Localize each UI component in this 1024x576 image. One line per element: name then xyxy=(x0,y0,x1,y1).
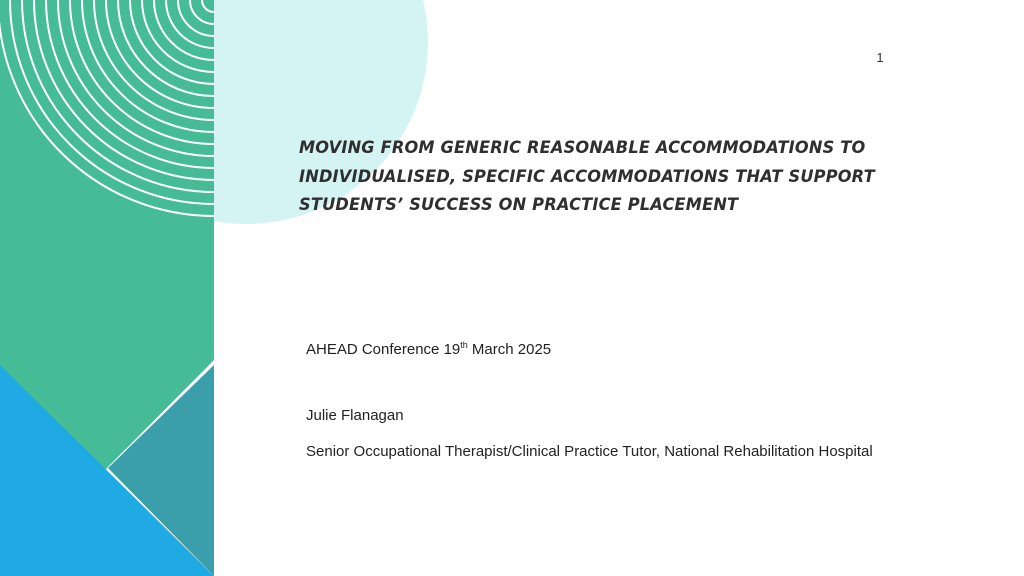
conference-date-prefix: AHEAD Conference 19 xyxy=(306,341,461,358)
presenter-name: Julie Flanagan xyxy=(306,407,404,424)
date-ordinal-suffix: th xyxy=(460,340,468,350)
conference-date xyxy=(306,340,551,358)
conference-date-suffix: March 2025 xyxy=(467,341,552,358)
presenter-role: Senior Occupational Therapist/Clinical Practice Tutor, National Rehabilitation Hospital xyxy=(306,443,873,460)
title-line-2: INDIVIDUALISED, SPECIFIC ACCOMMODATIONS THAT SUPPORT xyxy=(299,166,875,186)
title-line-1: MOVING FROM GENERIC REASONABLE ACCOMMODATIONS TO xyxy=(299,138,866,157)
slide-title xyxy=(299,134,926,220)
page-number: 1 xyxy=(876,50,884,65)
title-line-3: STUDENTS’ SUCCESS ON PRACTICE PLACEMENT xyxy=(299,195,739,214)
